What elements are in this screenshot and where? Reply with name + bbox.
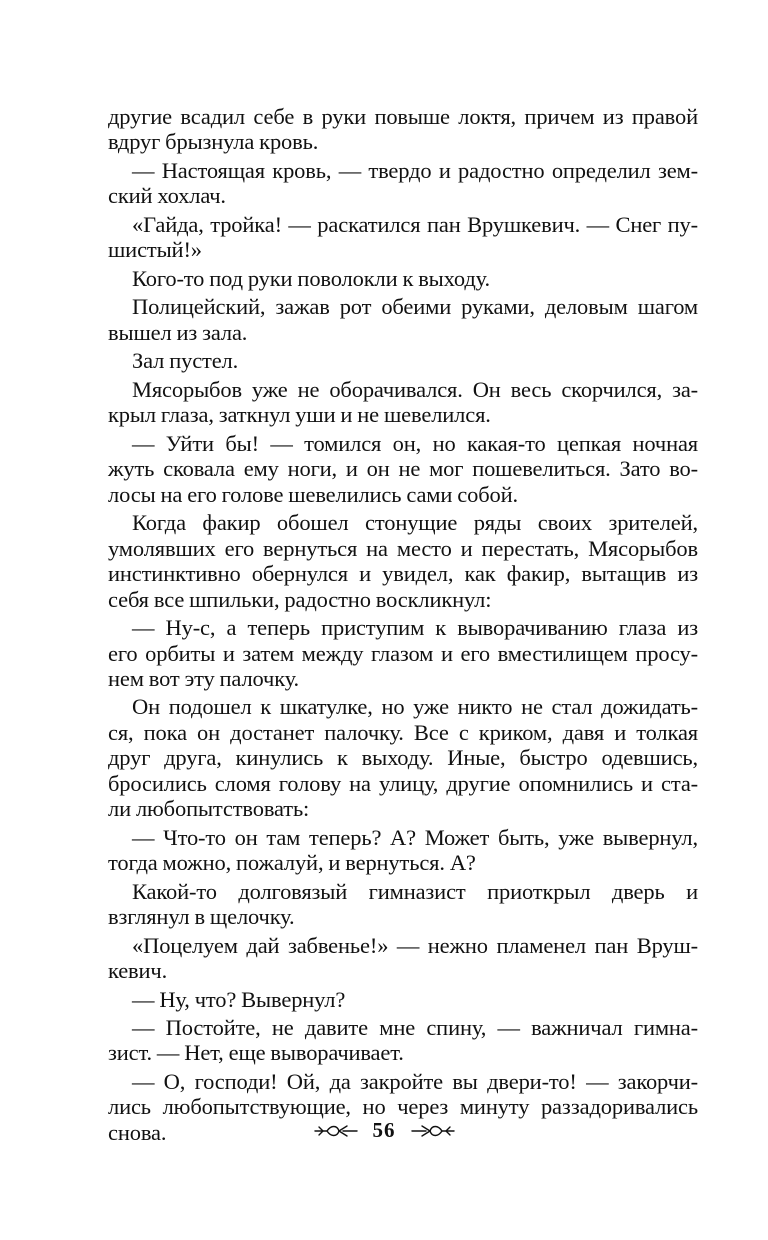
text-line: Какой-то долговязый гимназист приоткрыл дверь и <box>132 878 698 904</box>
text-line: ли любопытствовать: <box>108 796 310 822</box>
text-line: умолявших его вернуться на место и перестать, Мясорыбов <box>108 535 698 561</box>
text-line: «Поцелуем дай забвенье!» — нежно пламенел пан Вруш- <box>132 932 698 958</box>
paragraph <box>108 294 698 345</box>
paragraph <box>108 615 698 691</box>
text-line: ский хохлач. <box>108 183 226 209</box>
fleuron-right-icon <box>410 1123 456 1139</box>
text-line: Полицейский, зажав рот обеими руками, деловым шагом <box>132 294 698 320</box>
text-line: Кого-то под руки поволокли к выходу. <box>132 265 490 291</box>
text-line: вышел из зала. <box>108 319 248 345</box>
text-line: ся, пока он достанет палочку. Все с криком, давя и толкая <box>108 719 698 745</box>
paragraph <box>108 431 698 507</box>
text-line: взглянул в щелочку. <box>108 903 295 929</box>
paragraph <box>108 933 698 984</box>
text-line: друг друга, кинулись к выходу. Иные, быстро одевшись, <box>108 745 698 771</box>
text-line: лосы на его голове шевелились сами собой. <box>108 481 518 507</box>
text-line: зист. — Нет, еще выворачивает. <box>108 1040 404 1066</box>
text-line: шистый!» <box>108 237 202 263</box>
text-line: — Постойте, не давите мне спину, — важничал гимна- <box>132 1015 698 1041</box>
page-footer <box>0 1118 768 1143</box>
text-line: Когда факир обошел стонущие ряды своих зрителей, <box>132 510 698 536</box>
text-line: бросились сломя голову на улицу, другие опомнились и ста- <box>108 770 698 796</box>
text-line: — Настоящая кровь, — твердо и радостно определил зем- <box>132 157 698 183</box>
text-line: Он подошел к шкатулке, но уже никто не стал дожидать- <box>132 694 698 720</box>
text-line: нем вот эту палочку. <box>108 665 300 691</box>
text-line: себя все шпильки, радостно воскликнул: <box>108 586 492 612</box>
paragraph <box>108 348 698 373</box>
text-line: Мясорыбов уже не оборачивался. Он весь скорчился, за- <box>132 377 698 403</box>
text-line: «Гайда, тройка! — раскатился пан Врушкевич. — Снег пу- <box>132 211 698 237</box>
text-line: лись любопытствующие, но через минуту раззадоривались <box>108 1094 698 1120</box>
text-line: снова. <box>108 1119 167 1145</box>
paragraph <box>108 377 698 428</box>
text-line: крыл глаза, заткнул уши и не шевелился. <box>108 402 491 428</box>
text-line: инстинктивно обернулся и увидел, как факир, вытащив из <box>108 561 698 587</box>
text-line: — Что-то он там теперь? А? Может быть, уже вывернул, <box>132 824 698 850</box>
paragraph <box>108 825 698 876</box>
paragraph <box>108 158 698 209</box>
text-line: — Ну, что? Вывернул? <box>132 986 346 1012</box>
paragraph <box>108 510 698 612</box>
page-number: 56 <box>372 1118 396 1142</box>
paragraph <box>108 104 698 155</box>
text-line: — Ну-с, а теперь приступим к выворачиванию глаза из <box>132 615 698 641</box>
paragraph <box>108 212 698 263</box>
text-line: кевич. <box>108 957 168 983</box>
text-line: вдруг брызнула кровь. <box>108 129 319 155</box>
text-line: — Уйти бы! — томился он, но какая-то цепкая ночная <box>132 431 698 456</box>
paragraph <box>108 694 698 821</box>
text-line: другие всадил себе в руки повыше локтя, причем из правой <box>108 104 698 129</box>
text-line: его орбиты и затем между глазом и его вместилищем просу- <box>108 640 698 666</box>
text-line: тогда можно, пожалуй, и вернуться. А? <box>108 850 476 875</box>
text-line: Зал пустел. <box>132 348 239 374</box>
page-body <box>108 104 698 1148</box>
text-line: жуть сковала ему ноги, и он не мог пошевелиться. Зато во- <box>108 456 698 482</box>
text-line: — О, господи! Ой, да закройте вы двери-то! — закорчи- <box>132 1069 698 1095</box>
paragraph <box>108 266 698 291</box>
fleuron-left-icon <box>313 1123 359 1139</box>
paragraph <box>108 987 698 1012</box>
paragraph <box>108 879 698 930</box>
paragraph <box>108 1015 698 1066</box>
